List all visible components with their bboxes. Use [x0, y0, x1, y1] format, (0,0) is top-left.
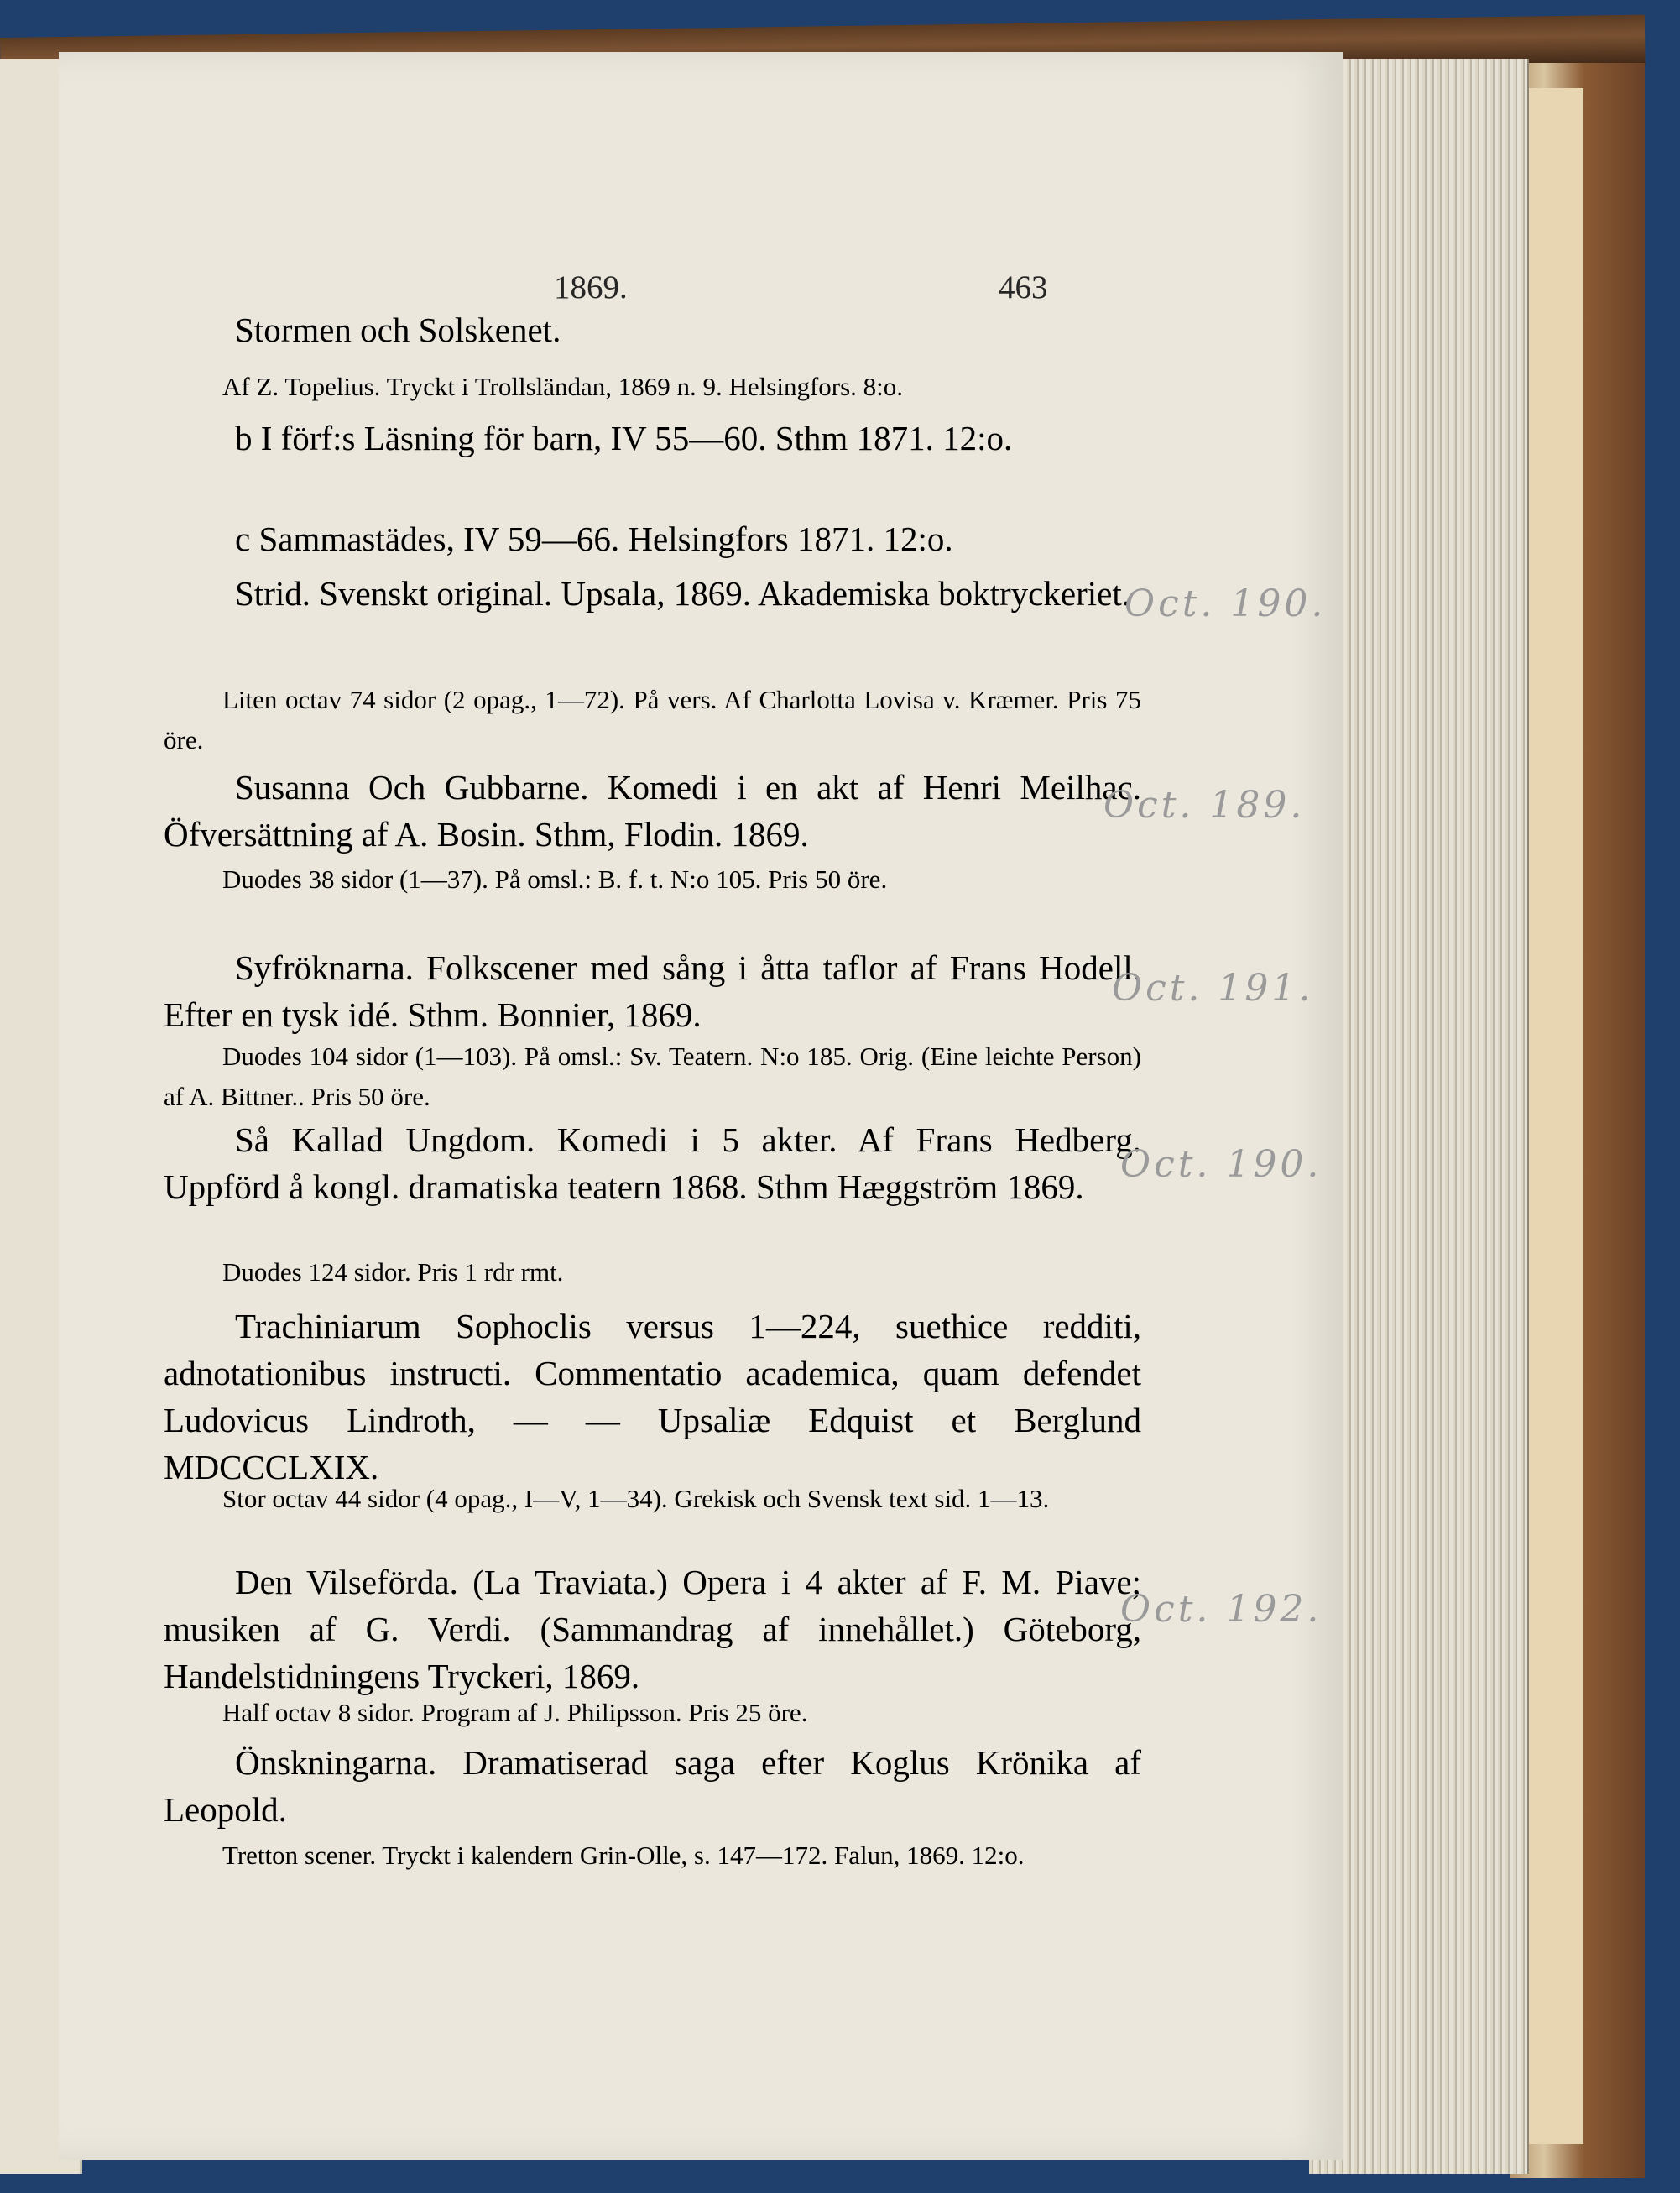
handwritten-annotation: Oct. 190.	[1124, 582, 1327, 625]
page-header-year: 1869.	[554, 269, 628, 305]
handwritten-annotation: Oct. 189.	[1103, 784, 1306, 827]
cover-board	[1523, 88, 1583, 2144]
entry-description: Duodes 104 sidor (1—103). På omsl.: Sv. Teatern. N:o 185. Orig. (Eine leichte Person) af A. Bittner.. Pris 50 öre.	[164, 1042, 1141, 1111]
entry-title: Susanna Och Gubbarne. Komedi i en akt af Henri Meilhac. Öfversättning af A. Bosin. Sthm, Flodin. 1869.	[164, 768, 1141, 854]
entry-note: c Sammastädes, IV 59—66. Helsingfors 1871. 12:o.	[235, 520, 953, 558]
entry-title: Syfröknarna. Folkscener med sång i åtta taflor af Frans Hodell. Efter en tysk idé. Sthm. Bonnier, 1869.	[164, 948, 1141, 1034]
book-page	[59, 52, 1343, 2160]
entry-description: Liten octav 74 sidor (2 opag., 1—72). På vers. Af Charlotta Lovisa v. Kræmer. Pris 75 öre.	[164, 685, 1141, 754]
entry-title: Så Kallad Ungdom. Komedi i 5 akter. Af Frans Hedberg. Uppförd å kongl. dramatiska teatern 1868. Sthm Hæggström 1869.	[164, 1120, 1141, 1206]
entry-title: Den Vilseförda. (La Traviata.) Opera i 4 akter af F. M. Piave; musiken af G. Verdi. (Sammandrag af innehållet.) Göteborg, Handelstidningens Tryckeri, 1869.	[164, 1563, 1141, 1695]
handwritten-annotation: Oct. 191.	[1112, 967, 1314, 1010]
entry-description: Duodes 124 sidor. Pris 1 rdr rmt.	[222, 1257, 564, 1287]
entry-description: Half octav 8 sidor. Program af J. Philipsson. Pris 25 öre.	[222, 1698, 808, 1727]
entry-title: Önskningarna. Dramatiserad saga efter Koglus Krönika af Leopold.	[164, 1743, 1141, 1829]
handwritten-annotation: Oct. 190.	[1120, 1143, 1323, 1186]
entry-note: Af Z. Topelius. Tryckt i Trollsländan, 1869 n. 9. Helsingfors. 8:o.	[222, 372, 904, 401]
handwritten-annotation: Oct. 192.	[1120, 1588, 1323, 1631]
entry-title: Trachiniarum Sophoclis versus 1—224, suethice redditi, adnotationibus instructi. Commentatio academica, quam defendet Ludovicus Lindroth, — — Upsaliæ Edquist et Berglund MDCCCLXIX.	[164, 1307, 1141, 1486]
page-number: 463	[999, 269, 1048, 305]
entry-description: Tretton scener. Tryckt i kalendern Grin-Olle, s. 147—172. Falun, 1869. 12:o.	[222, 1841, 1025, 1870]
entry-note: b I förf:s Läsning för barn, IV 55—60. Sthm 1871. 12:o.	[235, 419, 1013, 457]
entry-title: Stormen och Solskenet.	[235, 311, 561, 349]
entry-title: Strid. Svenskt original. Upsala, 1869. Akademiska boktryckeriet.	[235, 574, 1130, 613]
entry-description: Duodes 38 sidor (1—37). På omsl.: B. f. t. N:o 105. Pris 50 öre.	[222, 864, 888, 894]
entry-description: Stor octav 44 sidor (4 opag., I—V, 1—34). Grekisk och Svensk text sid. 1—13.	[222, 1484, 1050, 1513]
